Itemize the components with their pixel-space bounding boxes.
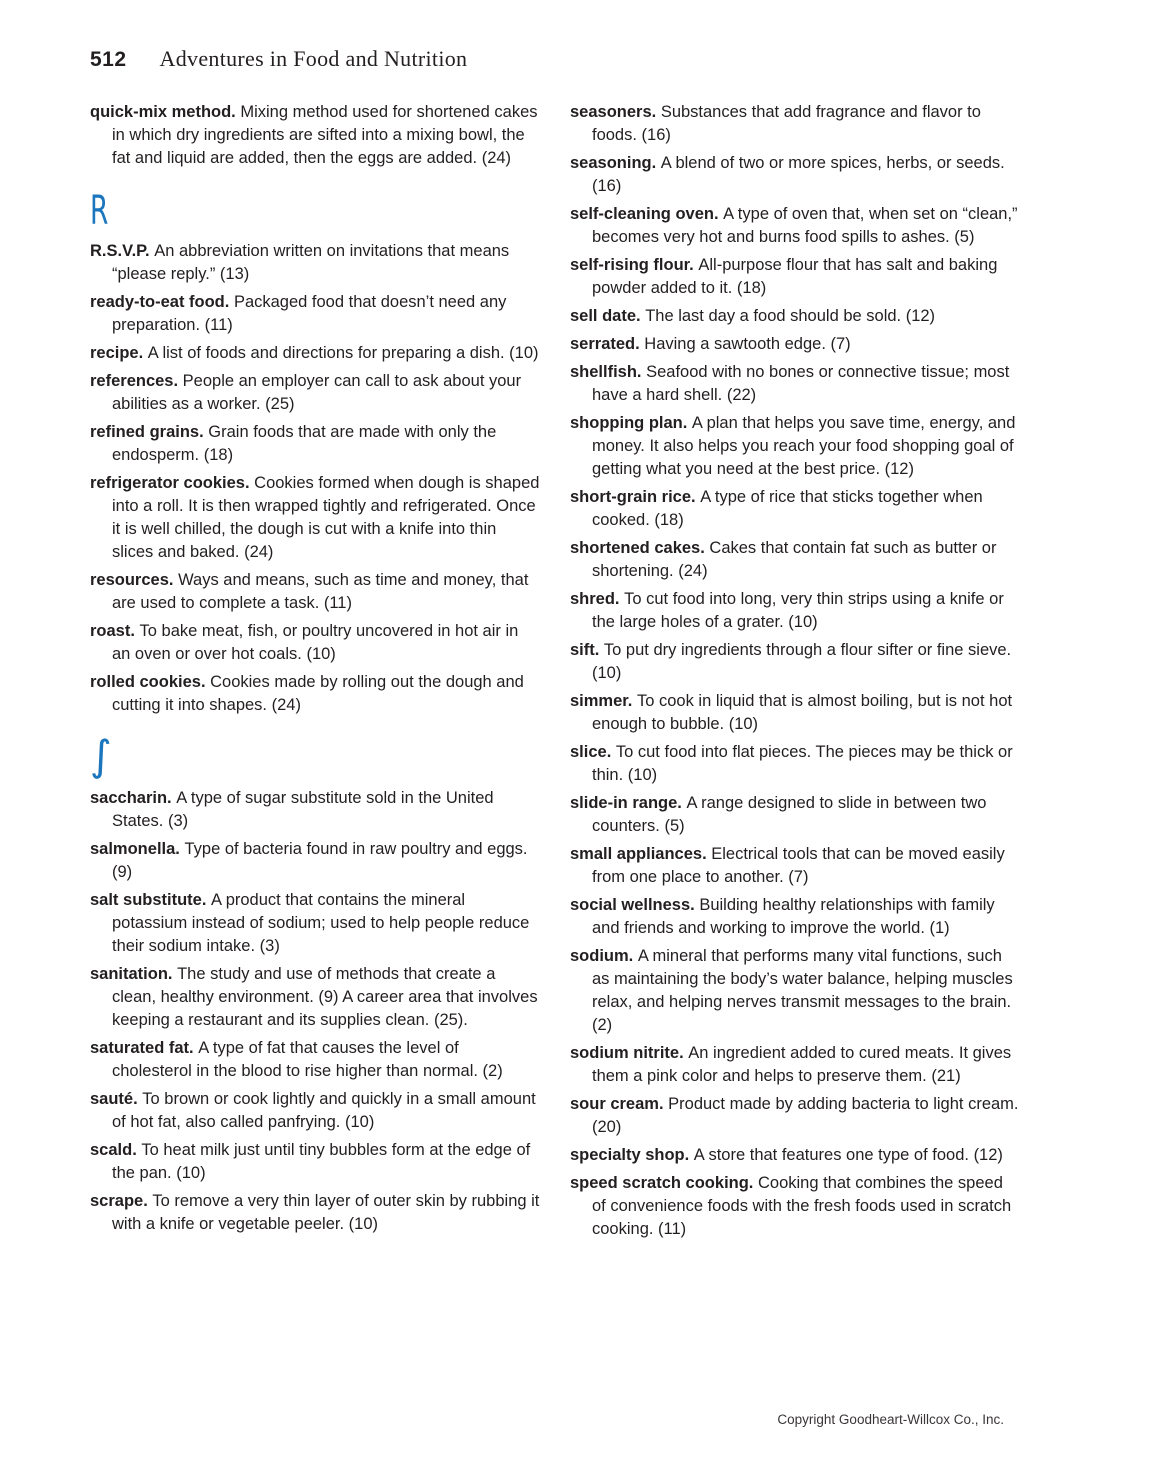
glossary-entry <box>570 412 1020 481</box>
glossary-entry <box>90 101 540 170</box>
glossary-definition: Electrical tools that can be moved easily from one place to another. (7) <box>592 845 1005 886</box>
glossary-term: shortened cakes. <box>570 539 710 557</box>
glossary-entry <box>570 843 1020 889</box>
glossary-entry <box>90 472 540 564</box>
glossary-definition: Having a sawtooth edge. (7) <box>644 335 851 353</box>
glossary-term: short-grain rice. <box>570 488 701 506</box>
glossary-term: sauté. <box>90 1090 143 1108</box>
glossary-term: refrigerator cookies. <box>90 474 255 492</box>
glossary-definition: An abbreviation written on invitations that means “please reply.” (13) <box>112 242 510 283</box>
glossary-term: shred. <box>570 590 625 608</box>
glossary-entry <box>90 1088 540 1134</box>
glossary-definition: The study and use of methods that create a clean, healthy environment. (9) A career area that involves keeping a restaurant and its supplies clean. (25). <box>112 965 538 1029</box>
glossary-term: refined grains. <box>90 423 209 441</box>
copyright-notice: Copyright Goodheart-Willcox Co., Inc. <box>777 1412 1004 1427</box>
section-letter-glyph: R <box>90 188 109 234</box>
glossary-entry <box>90 342 540 365</box>
glossary-entry <box>570 894 1020 940</box>
glossary-entry <box>90 1139 540 1185</box>
glossary-definition: A type of oven that, when set on “clean,” becomes very hot and burns food spills to ashes. (5) <box>592 205 1018 246</box>
glossary-term: saccharin. <box>90 789 177 807</box>
glossary-term: serrated. <box>570 335 645 353</box>
glossary-term: shellfish. <box>570 363 647 381</box>
glossary-term: quick-mix method. <box>90 103 241 121</box>
glossary-definition: Seafood with no bones or connective tissue; most have a hard shell. (22) <box>592 363 1010 404</box>
glossary-entry <box>570 152 1020 198</box>
glossary-term: ready-to-eat food. <box>90 293 234 311</box>
section-letter-glyph: ∫ <box>90 731 112 780</box>
glossary-term: seasoning. <box>570 154 661 172</box>
section-letter-s <box>90 731 540 780</box>
glossary-definition: An ingredient added to cured meats. It gives them a pink color and helps to preserve them. (21) <box>592 1044 1012 1085</box>
glossary-entry <box>570 486 1020 532</box>
glossary-term: references. <box>90 372 183 390</box>
glossary-term: sanitation. <box>90 965 178 983</box>
glossary-term: small appliances. <box>570 845 712 863</box>
glossary-entry <box>90 291 540 337</box>
glossary-definition: A store that features one type of food. (12) <box>693 1146 1003 1164</box>
glossary-definition: Cookies formed when dough is shaped into a roll. It is then wrapped tightly and refrigerated. Once it is well chilled, the dough is cut with a knife into thin slices and baked. (24) <box>112 474 540 561</box>
glossary-definition: A blend of two or more spices, herbs, or seeds. (16) <box>592 154 1005 195</box>
glossary-definition: A list of foods and directions for preparing a dish. (10) <box>147 344 539 362</box>
glossary-definition: Packaged food that doesn’t need any preparation. (11) <box>112 293 507 334</box>
glossary-definition: To heat milk just until tiny bubbles form at the edge of the pan. (10) <box>112 1141 531 1182</box>
glossary-entry <box>570 1042 1020 1088</box>
section-letter-r <box>90 188 540 234</box>
glossary-entry <box>570 305 1020 328</box>
glossary-entry <box>570 537 1020 583</box>
glossary-entry <box>570 203 1020 249</box>
glossary-term: resources. <box>90 571 179 589</box>
glossary-entry <box>90 569 540 615</box>
glossary-term: saturated fat. <box>90 1039 199 1057</box>
glossary-entry <box>90 787 540 833</box>
glossary-entry <box>90 838 540 884</box>
glossary-term: roast. <box>90 622 140 640</box>
book-title: Adventures in Food and Nutrition <box>159 46 468 71</box>
glossary-term: shopping plan. <box>570 414 692 432</box>
glossary-entry <box>570 254 1020 300</box>
glossary-term: speed scratch cooking. <box>570 1174 758 1192</box>
glossary-entry <box>570 588 1020 634</box>
glossary-term: R.S.V.P. <box>90 242 155 260</box>
glossary-definition: To cook in liquid that is almost boiling, but is not hot enough to bubble. (10) <box>592 692 1013 733</box>
glossary-entry <box>90 1037 540 1083</box>
glossary-definition: A product that contains the mineral potassium instead of sodium; used to help people reduce their sodium intake. (3) <box>112 891 530 955</box>
glossary-term: sour cream. <box>570 1095 669 1113</box>
glossary-definition: Type of bacteria found in raw poultry and eggs. (9) <box>112 840 528 881</box>
glossary-entry <box>570 639 1020 685</box>
glossary-entry <box>90 963 540 1032</box>
glossary-term: salt substitute. <box>90 891 212 909</box>
glossary-term: scald. <box>90 1141 142 1159</box>
glossary-entry <box>90 370 540 416</box>
glossary-definition: To remove a very thin layer of outer skin by rubbing it with a knife or vegetable peeler. (10) <box>112 1192 540 1233</box>
glossary-term: sodium nitrite. <box>570 1044 689 1062</box>
glossary-definition: Cooking that combines the speed of convenience foods with the fresh foods used in scratch cooking. (11) <box>592 1174 1012 1238</box>
glossary-definition: To bake meat, fish, or poultry uncovered in hot air in an oven or over hot coals. (10) <box>112 622 519 663</box>
glossary-definition: Cakes that contain fat such as butter or shortening. (24) <box>592 539 997 580</box>
page-header <box>90 46 467 72</box>
glossary-definition: Building healthy relationships with family and friends and working to improve the world. (1) <box>592 896 995 937</box>
glossary-entry <box>570 1144 1020 1167</box>
glossary-term: sift. <box>570 641 604 659</box>
glossary-entry <box>570 945 1020 1037</box>
glossary-definition: A type of fat that causes the level of cholesterol in the blood to rise higher than normal. (2) <box>112 1039 503 1080</box>
glossary-column-right <box>570 101 1020 1246</box>
glossary-definition: All-purpose flour that has salt and baking powder added to it. (18) <box>592 256 998 297</box>
glossary-term: self-rising flour. <box>570 256 699 274</box>
glossary-term: sodium. <box>570 947 638 965</box>
glossary-definition: The last day a food should be sold. (12) <box>645 307 936 325</box>
page-number: 512 <box>90 48 127 71</box>
glossary-term: simmer. <box>570 692 637 710</box>
glossary-definition: A type of rice that sticks together when cooked. (18) <box>592 488 983 529</box>
glossary-entry <box>570 361 1020 407</box>
glossary-definition: A plan that helps you save time, energy, and money. It also helps you reach your food shopping goal of getting what you need at the best price. (12) <box>592 414 1016 478</box>
glossary-definition: To cut food into flat pieces. The pieces may be thick or thin. (10) <box>592 743 1013 784</box>
glossary-term: recipe. <box>90 344 148 362</box>
glossary-entry <box>90 671 540 717</box>
glossary-definition: Ways and means, such as time and money, that are used to complete a task. (11) <box>112 571 529 612</box>
glossary-term: sell date. <box>570 307 646 325</box>
glossary-definition: To put dry ingredients through a flour sifter or fine sieve. (10) <box>592 641 1012 682</box>
glossary-column-left <box>90 101 540 1241</box>
glossary-entry <box>90 421 540 467</box>
glossary-definition: To brown or cook lightly and quickly in a small amount of hot fat, also called panfrying. (10) <box>112 1090 536 1131</box>
glossary-term: specialty shop. <box>570 1146 694 1164</box>
glossary-term: social wellness. <box>570 896 700 914</box>
glossary-entry <box>90 889 540 958</box>
glossary-term: slide-in range. <box>570 794 687 812</box>
glossary-definition: Substances that add fragrance and flavor to foods. (16) <box>592 103 981 144</box>
glossary-entry <box>570 741 1020 787</box>
glossary-term: seasoners. <box>570 103 661 121</box>
glossary-term: scrape. <box>90 1192 153 1210</box>
glossary-definition: Cookies made by rolling out the dough and cutting it into shapes. (24) <box>112 673 524 714</box>
glossary-definition: People an employer can call to ask about your abilities as a worker. (25) <box>112 372 522 413</box>
glossary-definition: Mixing method used for shortened cakes in which dry ingredients are sifted into a mixing bowl, the fat and liquid are added, then the eggs are added. (24) <box>112 103 538 167</box>
glossary-entry <box>570 690 1020 736</box>
glossary-entry <box>570 1172 1020 1241</box>
glossary-definition: A type of sugar substitute sold in the United States. (3) <box>112 789 494 830</box>
glossary-entry <box>90 240 540 286</box>
glossary-definition: A mineral that performs many vital functions, such as maintaining the body’s water balance, helping muscles relax, and helping nerves transmit messages to the brain. (2) <box>592 947 1013 1034</box>
glossary-term: self-cleaning oven. <box>570 205 724 223</box>
glossary-entry <box>570 101 1020 147</box>
glossary-entry <box>90 620 540 666</box>
glossary-term: slice. <box>570 743 616 761</box>
glossary-term: rolled cookies. <box>90 673 211 691</box>
glossary-definition: Grain foods that are made with only the endosperm. (18) <box>112 423 497 464</box>
glossary-term: salmonella. <box>90 840 185 858</box>
glossary-entry <box>90 1190 540 1236</box>
glossary-entry <box>570 792 1020 838</box>
glossary-definition: To cut food into long, very thin strips using a knife or the large holes of a grater. (10) <box>592 590 1004 631</box>
glossary-entry <box>570 1093 1020 1139</box>
glossary-entry <box>570 333 1020 356</box>
glossary-definition: Product made by adding bacteria to light cream. (20) <box>592 1095 1019 1136</box>
glossary-definition: A range designed to slide in between two counters. (5) <box>592 794 987 835</box>
